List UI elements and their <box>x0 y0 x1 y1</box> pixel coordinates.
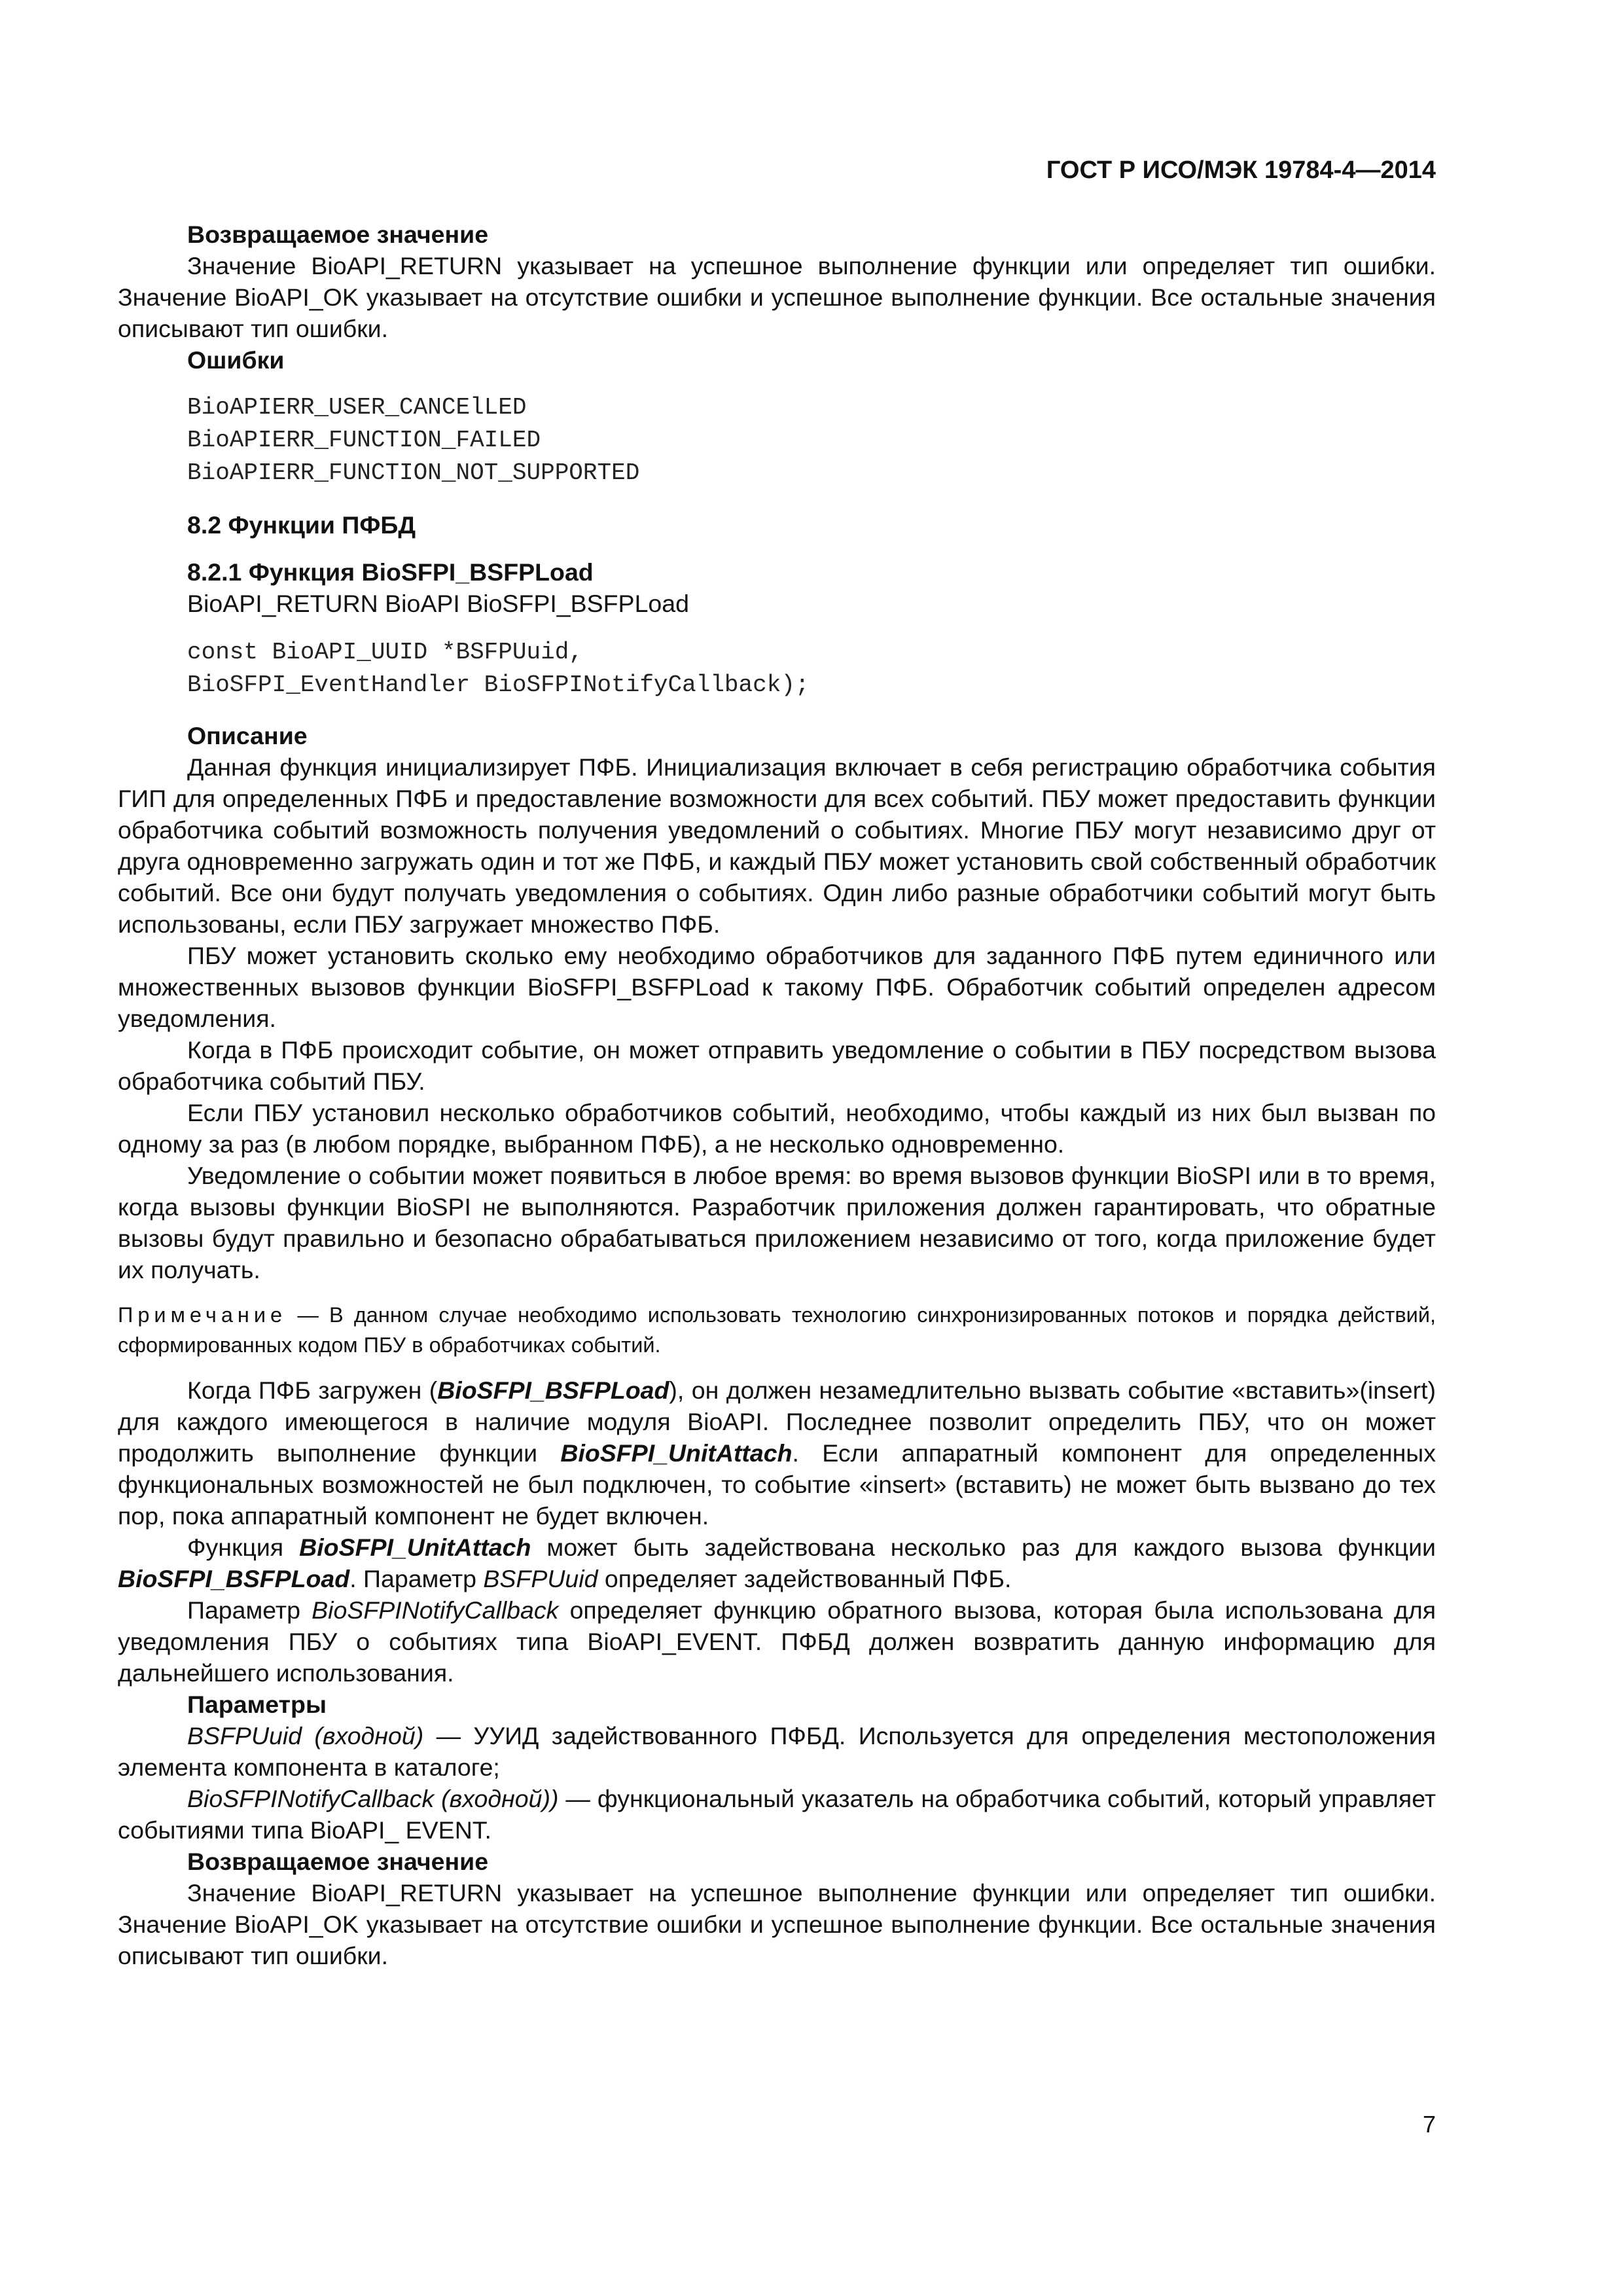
description-paragraph: Когда в ПФБ происходит событие, он может отправить уведомление о событии в ПБУ посредством вызова обработчика событий ПБУ. <box>118 1036 1436 1095</box>
function-parameters-code <box>187 636 1436 702</box>
description-paragraph: ПБУ может установить сколько ему необходимо обработчиков для заданного ПФБ путем единичного или множественных вызовов функции BioSFPI_BSFPLoad к такому ПФБ. Обработчик событий определен адресом уведомления. <box>118 942 1436 1032</box>
text-run: — УУИД задействованного ПФБД. Используется для определения местоположения элемента компонента в каталоге; <box>118 1722 1436 1781</box>
parameter-item <box>118 1720 1436 1783</box>
code-line: BioSFPI_EventHandler BioSFPINotifyCallback); <box>187 672 810 698</box>
parameter-name: BioSFPINotifyCallback <box>312 1596 559 1624</box>
errors-heading: Ошибки <box>187 346 285 374</box>
note-text: — В данном случае необходимо использовать технологию синхронизированных потоков и порядка действий, сформированных кодом ПБУ в обработчиках событий. <box>118 1303 1436 1357</box>
function-name: BioSFPI_BSFPLoad <box>118 1565 350 1592</box>
text-run: может быть задействована несколько раз для каждого вызова функции <box>531 1534 1436 1561</box>
return-value-heading: Возвращаемое значение <box>187 221 489 248</box>
text-run: определяет задействованный ПФБ. <box>597 1565 1012 1592</box>
return-value-heading: Возвращаемое значение <box>187 1848 489 1875</box>
section-title: 8.2 Функции ПФБД <box>187 511 416 539</box>
description-heading: Описание <box>187 722 308 749</box>
function-name: BioSFPI_BSFPLoad <box>437 1376 669 1404</box>
return-value-text: Значение BioAPI_RETURN указывает на успешное выполнение функции или определяет тип ошибки. Значение BioAPI_OK указывает на отсутствие ошибки и успешное выполнение функции. Все остальные значения описывают тип ошибки. <box>118 252 1436 342</box>
parameter-name: BioSFPINotifyCallback (входной)) <box>187 1785 559 1812</box>
parameters-heading: Параметры <box>187 1691 327 1718</box>
note <box>118 1300 1436 1360</box>
text-run: . Параметр <box>349 1565 484 1592</box>
text-run: Когда ПФБ загружен ( <box>187 1376 438 1404</box>
subsection-title: 8.2.1 Функция BioSFPI_BSFPLoad <box>187 558 594 586</box>
error-code: BioAPIERR_FUNCTION_NOT_SUPPORTED <box>187 459 640 486</box>
page-number: 7 <box>1422 2111 1436 2138</box>
text-run: Параметр <box>187 1596 312 1624</box>
parameter-name: BSFPUuid (входной) <box>187 1722 424 1749</box>
description-paragraph: Если ПБУ установил несколько обработчиков событий, необходимо, чтобы каждый из них был вызван по одному за раз (в любом порядке, выбранном ПФБ), а не несколько одновременно. <box>118 1099 1436 1158</box>
document-header: ГОСТ Р ИСО/МЭК 19784-4—2014 <box>1046 156 1436 184</box>
code-line: const BioAPI_UUID *BSFPUuid, <box>187 639 583 666</box>
text-run: — функциональный указатель на обработчика событий, который управляет событиями типа BioAPI_ EVENT. <box>118 1785 1436 1844</box>
load-paragraph <box>118 1374 1436 1532</box>
note-label: Примечание <box>118 1303 287 1327</box>
errors-list <box>187 391 1436 490</box>
error-code: BioAPIERR_USER_CANCElLED <box>187 394 527 421</box>
text-run: . Если аппаратный компонент для определенных функциональных возможностей не был подключен, то событие «insert» (вставить) не может быть вызвано до тех пор, пока аппаратный компонент не будет включен. <box>118 1439 1436 1530</box>
text-run: Функция <box>187 1534 300 1561</box>
return-value-text: Значение BioAPI_RETURN указывает на успешное выполнение функции или определяет тип ошибки. Значение BioAPI_OK указывает на отсутствие ошибки и успешное выполнение функции. Все остальные значения описывают тип ошибки. <box>118 1879 1436 1969</box>
parameter-item <box>118 1783 1436 1846</box>
callback-paragraph <box>118 1594 1436 1689</box>
text-run: ), он должен незамедлительно вызвать событие «вставить»(insert) для каждого имеющегося в наличие модуля BioAPI. Последнее позволит определить ПБУ, что он может продолжить выполнение функции <box>118 1376 1436 1467</box>
parameter-name: BSFPUuid <box>483 1565 598 1592</box>
error-code: BioAPIERR_FUNCTION_FAILED <box>187 427 541 454</box>
function-name: BioSFPI_UnitAttach <box>560 1439 793 1467</box>
unit-attach-paragraph <box>118 1532 1436 1594</box>
function-name: BioSFPI_UnitAttach <box>299 1534 531 1561</box>
function-signature: BioAPI_RETURN BioAPI BioSFPI_BSFPLoad <box>187 590 689 617</box>
description-paragraph: Данная функция инициализирует ПФБ. Инициализация включает в себя регистрацию обработчика события ГИП для определенных ПФБ и предоставление возможности для всех событий. ПБУ может предоставить функции обработчика событий возможность получения уведомлений о событиях. Многие ПБУ могут независимо друг от друга одновременно загружать один и тот же ПФБ, и каждый ПБУ может установить свой собственный обработчик событий. Все они будут получать уведомления о событиях. Один либо разные обработчики событий могут быть использованы, если ПБУ загружает множество ПФБ. <box>118 753 1436 938</box>
description-paragraph: Уведомление о событии может появиться в любое время: во время вызовов функции BioSPI или в то время, когда вызовы функции BioSPI не выполняются. Разработчик приложения должен гарантировать, что обратные вызовы будут правильно и безопасно обрабатываться приложением независимо от того, когда приложение будет их получать. <box>118 1162 1436 1283</box>
text-run: определяет функцию обратного вызова, которая была использована для уведомления ПБУ о событиях типа BioAPI_EVENT. ПФБД должен возвратить данную информацию для дальнейшего использования. <box>118 1596 1436 1687</box>
